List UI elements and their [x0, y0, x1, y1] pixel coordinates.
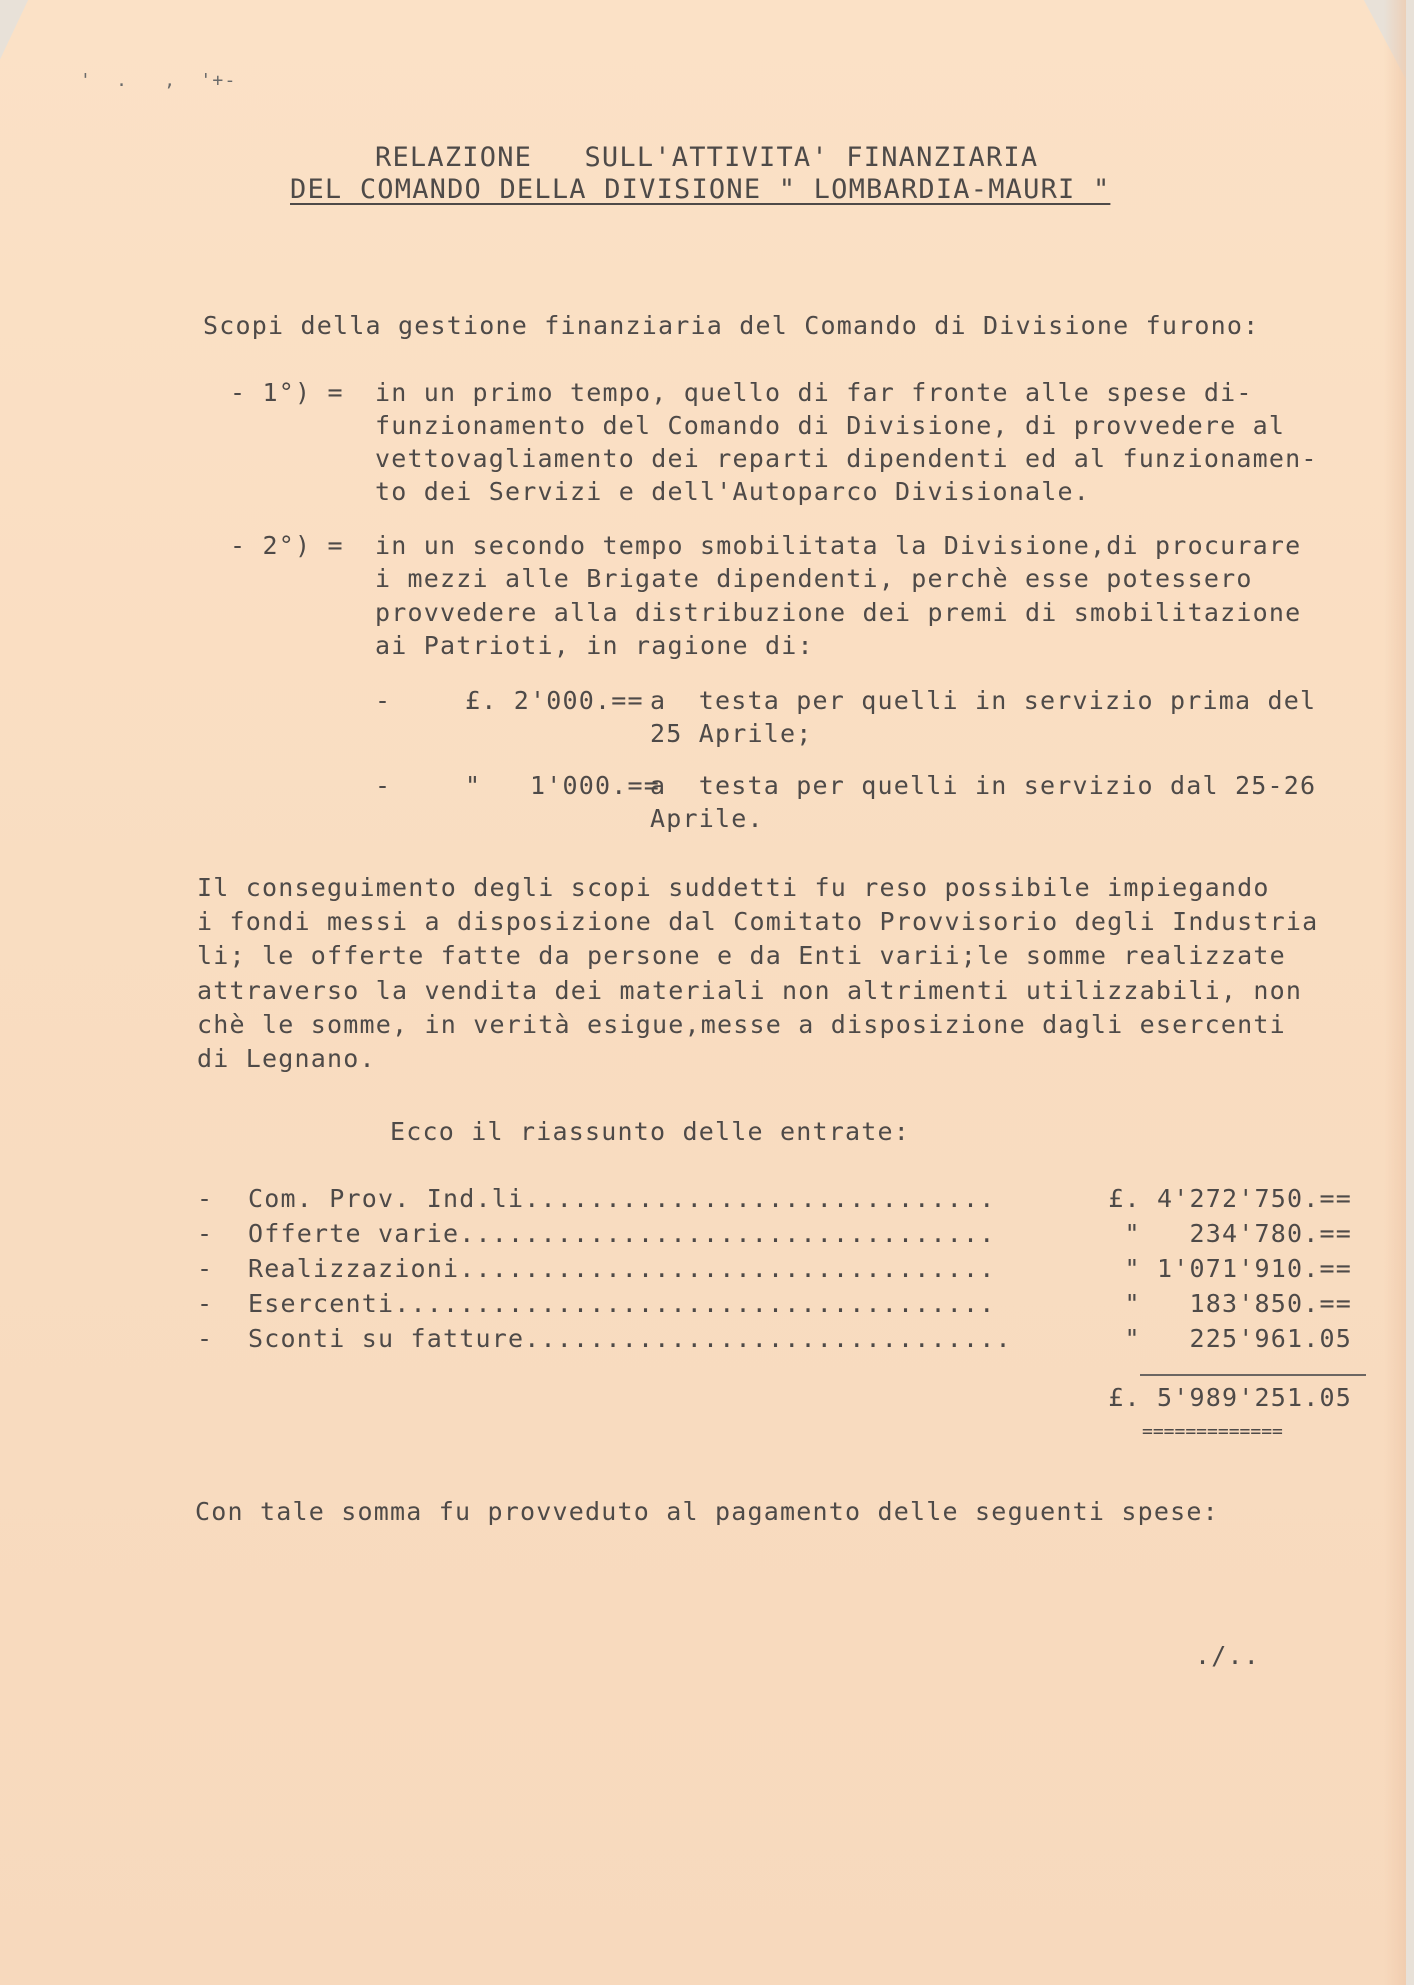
ledger-row-3-label: Realizzazioni.................................: [248, 1254, 996, 1283]
total-double-underline: =============: [1142, 1421, 1283, 1442]
title-line-1: RELAZIONE SULL'ATTIVITA' FINANZIARIA: [375, 142, 1039, 173]
item-1-number: - 1°) =: [230, 378, 344, 407]
paragraph-line-3: li; le offerte fatte da persone e da Enti varii;le somme realizzate: [197, 941, 1286, 970]
rate-1-text-line-1: a testa per quelli in servizio prima del: [650, 686, 1317, 715]
paragraph-line-2: i fondi messi a disposizione dal Comitato Provvisorio degli Industria: [197, 907, 1319, 936]
ledger-row-2-label: Offerte varie.................................: [248, 1219, 996, 1248]
item-1-line-1: in un primo tempo, quello di far fronte alle spese di-: [375, 378, 1253, 407]
rate-1-amount: £. 2'000.==: [465, 686, 644, 715]
paragraph-line-6: di Legnano.: [197, 1044, 376, 1073]
paragraph-line-5: chè le somme, in verità esigue,messe a disposizione dagli esercenti: [197, 1010, 1286, 1039]
item-2-line-4: ai Patrioti, in ragione di:: [375, 631, 814, 660]
closing-sentence: Con tale somma fu provveduto al pagamento delle seguenti spese:: [195, 1497, 1219, 1526]
ledger-row-1-label: Com. Prov. Ind.li.............................: [248, 1184, 996, 1213]
ledger-row-2-dash: -: [197, 1219, 214, 1248]
title-line-2: DEL COMANDO DELLA DIVISIONE " LOMBARDIA-MAURI ": [290, 174, 1111, 205]
item-1-line-3: vettovagliamento dei reparti dipendenti ed al funzionamen-: [375, 444, 1318, 473]
intro-sentence: Scopi della gestione finanziaria del Comando di Divisione furono:: [203, 311, 1260, 340]
summary-heading: Ecco il riassunto delle entrate:: [390, 1117, 911, 1146]
continuation-mark: ./..: [1195, 1641, 1261, 1670]
item-2-number: - 2°) =: [230, 531, 344, 560]
paragraph-line-4: attraverso la vendita dei materiali non altrimenti utilizzabili, non: [197, 976, 1303, 1005]
ledger-row-4-label: Esercenti.....................................: [248, 1289, 996, 1318]
ledger-row-3-dash: -: [197, 1254, 214, 1283]
ledger-row-1-dash: -: [197, 1184, 214, 1213]
rate-2-text-line-1: a testa per quelli in servizio dal 25-26: [650, 771, 1317, 800]
ledger-row-5-value: " 225'961.05: [1124, 1324, 1352, 1353]
rate-1-text-line-2: 25 Aprile;: [650, 719, 813, 748]
stray-marks: ' . , '+-: [80, 70, 237, 91]
ledger-row-4-value: " 183'850.==: [1124, 1289, 1352, 1318]
ledger-row-1-value: £. 4'272'750.==: [1108, 1184, 1352, 1213]
ledger-row-2-value: " 234'780.==: [1124, 1219, 1352, 1248]
rate-2-dash: -: [375, 771, 392, 800]
rate-2-text-line-2: Aprile.: [650, 804, 764, 833]
item-1-line-2: funzionamento del Comando di Divisione, di provvedere al: [375, 411, 1286, 440]
rate-1-dash: -: [375, 686, 392, 715]
item-2-line-3: provvedere alla distribuzione dei premi di smobilitazione: [375, 598, 1302, 627]
ledger-row-4-dash: -: [197, 1289, 214, 1318]
page-edge-shadow: [1384, 0, 1406, 1985]
rate-2-amount: " 1'000.==: [465, 771, 661, 800]
ledger-row-3-value: " 1'071'910.==: [1124, 1254, 1352, 1283]
sum-rule: [1140, 1374, 1366, 1376]
ledger-total: £. 5'989'251.05: [1108, 1383, 1352, 1412]
item-1-line-4: to dei Servizi e dell'Autoparco Divisionale.: [375, 477, 1091, 506]
ledger-row-5-label: Sconti su fatture..............................: [248, 1324, 1012, 1353]
item-2-line-2: i mezzi alle Brigate dipendenti, perchè esse potessero: [375, 564, 1253, 593]
ledger-row-5-dash: -: [197, 1324, 214, 1353]
paragraph-line-1: Il conseguimento degli scopi suddetti fu reso possibile impiegando: [197, 873, 1270, 902]
item-2-line-1: in un secondo tempo smobilitata la Divisione,di procurare: [375, 531, 1302, 560]
